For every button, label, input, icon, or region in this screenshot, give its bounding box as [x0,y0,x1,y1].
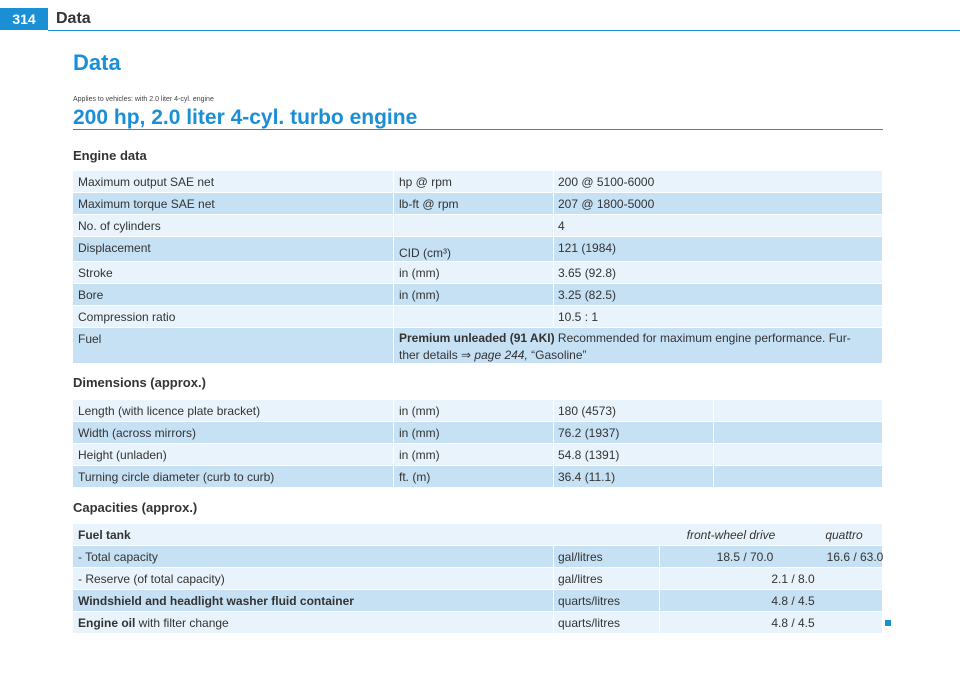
row-unit: ft. (m) [399,470,431,484]
dimensions-heading: Dimensions (approx.) [73,375,206,390]
col-header-fwd: front-wheel drive [686,528,776,542]
header-title: Data [56,10,91,27]
header-rule [48,30,960,31]
table-row [73,546,882,567]
fuel-text-1: Recommended for maximum engine performance. Fur- [554,331,851,345]
row-value-quattro: 16.6 / 63.0 [826,550,884,564]
row-unit: lb-ft @ rpm [399,197,459,211]
row-unit: quarts/litres [558,594,621,608]
table-row [73,422,882,443]
row-label: Turning circle diameter (curb to curb) [78,470,275,484]
row-unit: in (mm) [399,404,440,418]
row-unit: in (mm) [399,448,440,462]
row-value: 207 @ 1800-5000 [558,197,655,211]
applies-note: Applies to vehicles: with 2.0 liter 4-cyl. engine [73,96,214,103]
table-row [73,568,882,589]
col-header-quattro: quattro [825,528,863,542]
table-row [73,237,882,261]
row-label: - Total capacity [78,550,158,564]
engine-oil-label: Engine oil [78,616,136,630]
row-value: 54.8 (1391) [558,448,620,462]
row-value: 10.5 : 1 [558,310,599,324]
row-label [78,616,229,630]
row-unit: in (mm) [399,266,440,280]
dimensions-table [73,400,882,488]
table-row [73,284,882,305]
fuel-note [399,330,879,364]
row-unit: gal/litres [558,550,603,564]
row-value: 3.65 (92.8) [558,266,617,280]
table-row [73,306,882,327]
fuel-text-2: ther details ⇒ [399,348,475,362]
row-label: Maximum torque SAE net [78,197,215,211]
title-rule [73,129,883,130]
table-row [73,400,882,421]
table-row [73,215,882,236]
row-label: Height (unladen) [78,448,167,462]
row-unit: in (mm) [399,288,440,302]
row-label: No. of cylinders [78,219,161,233]
engine-data-table [73,171,882,364]
row-value: 200 @ 5100-6000 [558,175,655,189]
table-row [73,444,882,465]
row-unit: hp @ rpm [399,175,452,189]
fuel-grade: Premium unleaded (91 AKI) [399,331,555,345]
row-unit: quarts/litres [558,616,621,630]
table-row [73,466,882,487]
table-row [73,590,882,611]
row-value: 36.4 (11.1) [558,470,616,484]
table-row [73,524,882,545]
row-label: Stroke [78,266,113,280]
row-value: 4 [558,219,565,233]
engine-oil-note: with filter change [135,616,229,630]
row-unit: gal/litres [558,572,603,586]
row-label: Displacement [78,241,151,255]
row-value: 4.8 / 4.5 [771,594,815,608]
fuel-tank-label: Fuel tank [78,528,131,542]
row-unit: CID (cm³) [399,246,451,260]
page-number: 314 [0,8,48,30]
capacities-heading: Capacities (approx.) [73,500,198,515]
capacities-table [73,524,882,634]
table-row [73,193,882,214]
row-label: Fuel [78,332,102,346]
row-label: Length (with licence plate bracket) [78,404,261,418]
row-value: 76.2 (1937) [558,426,620,440]
row-value: 121 (1984) [558,241,617,255]
row-value: 2.1 / 8.0 [771,572,815,586]
page-title: Data [73,50,121,75]
table-row [73,171,882,192]
row-label: - Reserve (of total capacity) [78,572,225,586]
row-value-fwd: 18.5 / 70.0 [716,550,774,564]
page-ref-link[interactable]: page 244, [474,348,528,362]
row-value: 3.25 (82.5) [558,288,617,302]
fuel-text-3: “Gasoline” [527,348,587,362]
engine-data-heading: Engine data [73,148,147,163]
engine-title: 200 hp, 2.0 liter 4-cyl. turbo engine [73,106,418,129]
row-value: 4.8 / 4.5 [771,616,815,630]
row-label: Width (across mirrors) [78,426,197,440]
row-label: Windshield and headlight washer fluid container [78,594,354,608]
table-row [73,262,882,283]
end-of-section-marker [885,620,891,626]
row-unit: in (mm) [399,426,440,440]
row-label: Compression ratio [78,310,176,324]
table-row [73,612,882,633]
fuel-row [73,328,882,363]
row-label: Maximum output SAE net [78,175,215,189]
row-value: 180 (4573) [558,404,617,418]
row-label: Bore [78,288,104,302]
